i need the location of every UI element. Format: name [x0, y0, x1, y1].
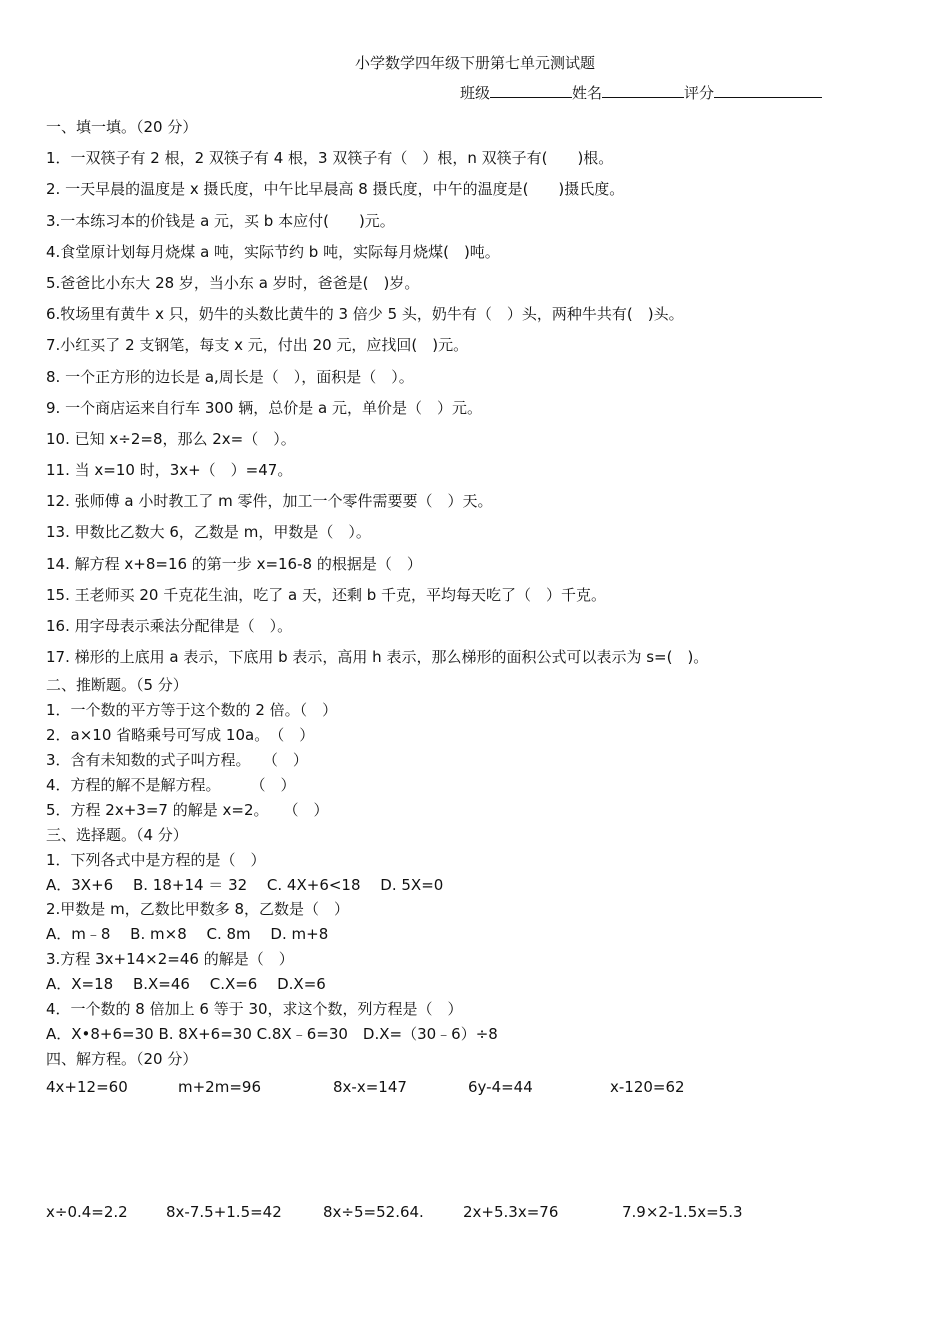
equation: 6y-4=44 [468, 1078, 533, 1096]
section-heading: 一、填一填。（20 分） [46, 118, 198, 136]
section-heading: 四、解方程。（20 分） [46, 1049, 198, 1068]
question: 2. 一天早晨的温度是 x 摄氏度，中午比早晨高 8 摄氏度，中午的温度是( )摄氏度。 [46, 180, 625, 199]
equation: x÷0.4=2.2 [46, 1203, 128, 1221]
equation: 8x-x=147 [333, 1078, 407, 1096]
equation: 8x÷5=52.64. [323, 1203, 424, 1221]
question: 4.食堂原计划每月烧煤 a 吨，实际节约 b 吨，实际每月烧煤( )吨。 [46, 242, 500, 261]
choice-options: A．3X+6 B. 18+14 ＝ 32 C. 4X+6<18 D. 5X=0 [46, 875, 444, 894]
question: 12. 张师傅 a 小时教工了 m 零件，加工一个零件需要要（ ）天。 [46, 492, 493, 511]
equation: x-120=62 [610, 1078, 685, 1096]
score-label: 评分 [684, 84, 715, 102]
question: 16. 用字母表示乘法分配律是（ ）。 [46, 617, 293, 635]
question: 8. 一个正方形的边长是 a,周长是（ ），面积是（ ）。 [46, 367, 414, 386]
choice-question: 3.方程 3x+14×2=46 的解是（ ） [46, 950, 294, 969]
equation: 2x+5.3x=76 [463, 1203, 559, 1221]
section-heading: 二、推断题。（5 分） [46, 676, 188, 695]
choice-options: A．X=18 B.X=46 C.X=6 D.X=6 [46, 975, 326, 994]
question: 11. 当 x=10 时，3x+（ ）=47。 [46, 461, 293, 480]
question: 1．一双筷子有 2 根，2 双筷子有 4 根，3 双筷子有（ ）根，n 双筷子有( )根。 [46, 149, 614, 168]
choice-question: 4．一个数的 8 倍加上 6 等于 30，求这个数，列方程是（ ） [46, 999, 463, 1018]
name-blank [602, 83, 684, 98]
section-heading: 三、选择题。（4 分） [46, 825, 188, 844]
judgment-item: 1．一个数的平方等于这个数的 2 倍。（ ） [46, 701, 338, 720]
page-title: 小学数学四年级下册第七单元测试题 [354, 54, 595, 72]
choice-question: 2.甲数是 m，乙数比甲数多 8，乙数是（ ） [46, 900, 350, 919]
equation: 4x+12=60 [46, 1078, 128, 1096]
compact-sections [46, 673, 926, 1071]
choice-options: A．m﹣8 B. m×8 C. 8m D. m+8 [46, 925, 329, 944]
equation: 7.9×2-1.5x=5.3 [622, 1203, 743, 1221]
class-label: 班级 [460, 84, 491, 102]
question: 6.牧场里有黄牛 x 只，奶牛的头数比黄牛的 3 倍少 5 头，奶牛有（ ）头，两种牛共有( )头。 [46, 305, 684, 324]
equation-row [46, 1078, 906, 1102]
class-blank [490, 83, 572, 98]
student-info-line [460, 82, 822, 103]
question: 7.小红买了 2 支钢笔，每支 x 元，付出 20 元，应找回( )元。 [46, 336, 469, 355]
equation-row [46, 1203, 906, 1227]
question: 17. 梯形的上底用 a 表示，下底用 b 表示，高用 h 表示，那么梯形的面积公式可以表示为 s=( )。 [46, 648, 709, 667]
question: 3.一本练习本的价钱是 a 元，买 b 本应付( )元。 [46, 211, 395, 230]
question: 9. 一个商店运来自行车 300 辆，总价是 a 元，单价是（ ）元。 [46, 398, 482, 417]
choice-question: 1．下列各式中是方程的是（ ） [46, 850, 266, 869]
score-blank [714, 83, 822, 98]
question: 5.爸爸比小东大 28 岁，当小东 a 岁时，爸爸是( )岁。 [46, 273, 420, 292]
question: 10. 已知 x÷2=8，那么 2x=（ ）。 [46, 429, 296, 448]
equation: 8x-7.5+1.5=42 [166, 1203, 282, 1221]
choice-options: A．X•8+6=30 B. 8X+6=30 C.8X﹣6=30 D.X=（30﹣6）÷8 [46, 1024, 498, 1043]
judgment-item: 2．a×10 省略乘号可写成 10a。 （ ） [46, 726, 315, 745]
equation: m+2m=96 [178, 1078, 261, 1096]
judgment-item: 3．含有未知数的式子叫方程。 （ ） [46, 751, 308, 770]
worksheet-content [46, 112, 926, 1072]
judgment-item: 4．方程的解不是解方程。 （ ） [46, 775, 296, 794]
name-label: 姓名 [572, 84, 603, 102]
question: 15. 王老师买 20 千克花生油，吃了 a 天，还剩 b 千克，平均每天吃了（ ）千克。 [46, 585, 607, 604]
question: 14. 解方程 x+8=16 的第一步 x=16-8 的根据是（ ） [46, 554, 422, 573]
question: 13. 甲数比乙数大 6，乙数是 m，甲数是（ ）。 [46, 523, 371, 542]
judgment-item: 5．方程 2x+3=7 的解是 x=2。 （ ） [46, 800, 329, 819]
